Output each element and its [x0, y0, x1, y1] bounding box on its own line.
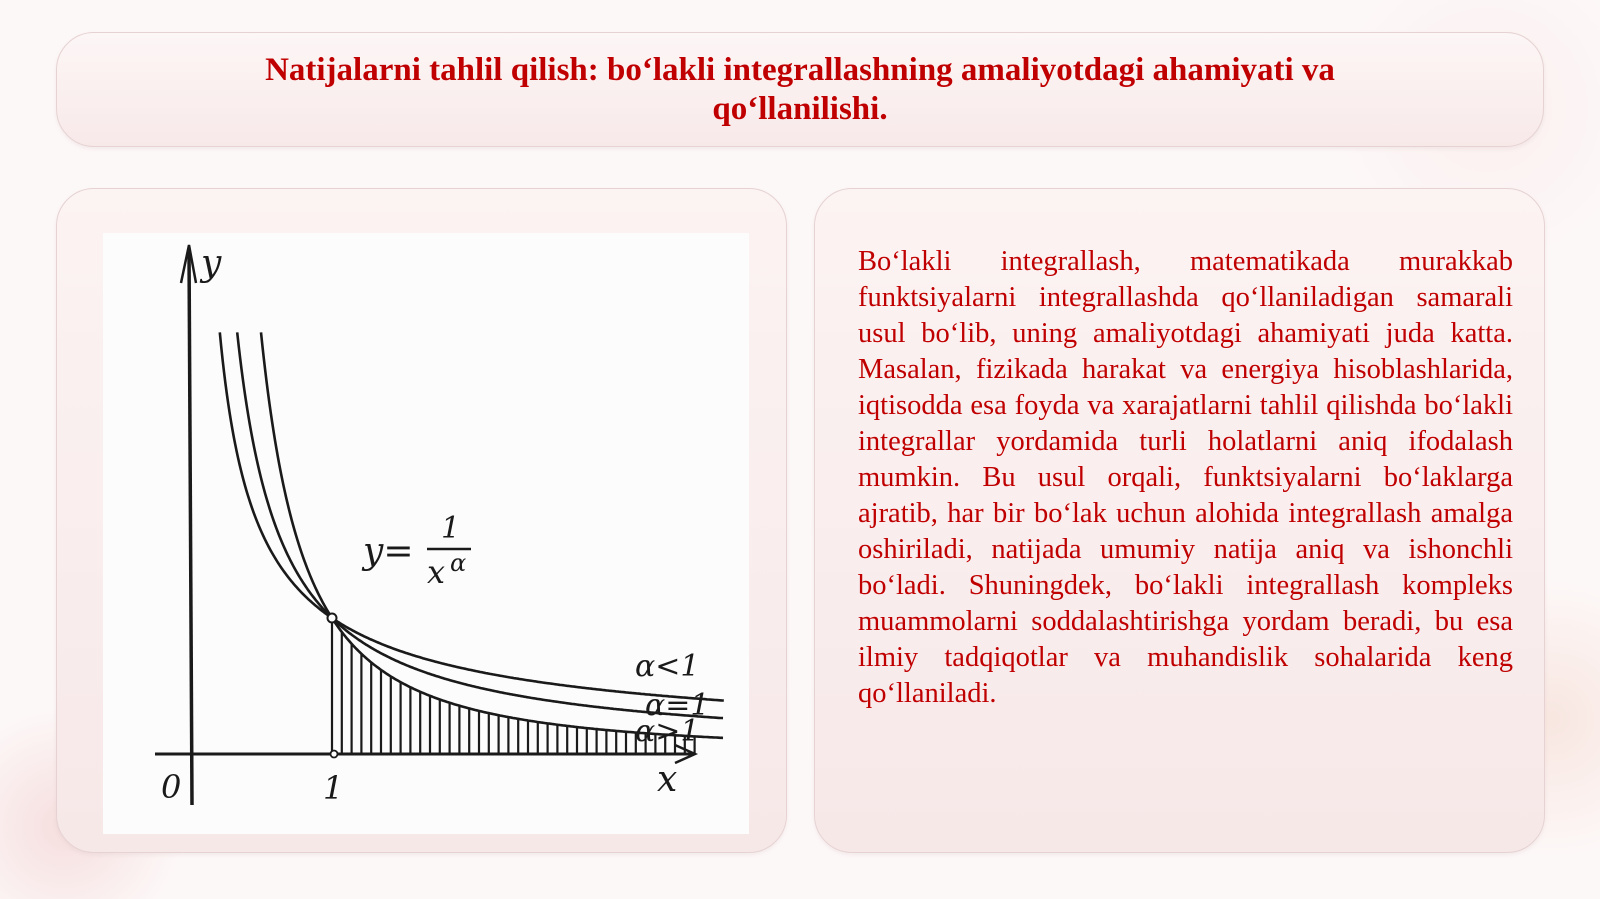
formula-numerator: 1 — [441, 511, 461, 546]
formula — [361, 511, 471, 591]
formula-lhs: y= — [363, 531, 414, 572]
curve-alpha-0-7 — [220, 332, 724, 700]
curve-label-alpha-gt-1: α>1 — [635, 714, 700, 749]
y-axis-label: y — [201, 243, 222, 284]
title-box — [56, 32, 1544, 147]
integral-graph — [103, 233, 749, 834]
origin-label: 0 — [161, 768, 182, 806]
intersection-point — [328, 614, 337, 623]
formula-denominator: x — [427, 553, 446, 591]
curve-label-alpha-lt-1: α<1 — [635, 649, 700, 684]
body-paragraph: Bo‘lakli integrallash, matematikada murakkab funktsiyalarni integrallashda qo‘llaniladigan samarali usul bo‘lib, uning amaliyotdagi ahamiyati juda katta. Masalan, fizikada harakat va energiya hisoblashlarida, iqtisodda esa foyda va xarajatlarni tahlil qilishda bo‘lakli integrallar yordamida turli holatlarni aniq ifodalash mumkin. Bu usul orqali, funktsiyalarni bo‘laklarga ajratib, har bir bo‘lak uchun alohida integrallash amalga oshiriladi, natijada umumiy natija aniq va ishonchli bo‘ladi. Shuningdek, bo‘lakli integrallash kompleks muammolarni soddalashtirishga yordam beradi, bu esa ilmiy tadqiqotlar va muhandislik sohalarida keng qo‘llaniladi. — [858, 246, 1513, 709]
tick-point — [331, 751, 338, 758]
tick-label-one: 1 — [323, 769, 344, 807]
y-axis — [189, 249, 192, 805]
figure-panel — [56, 188, 787, 853]
slide-title: Natijalarni tahlil qilish: bo‘lakli integrallashning amaliyotdagi ahamiyati va qo‘llanilishi. — [265, 51, 1335, 127]
x-axis-label: x — [657, 759, 678, 800]
curve-label-alpha-eq-1: α=1 — [645, 688, 710, 723]
integral-figure — [103, 233, 749, 834]
text-panel — [814, 188, 1545, 853]
formula-exponent: α — [450, 549, 467, 577]
